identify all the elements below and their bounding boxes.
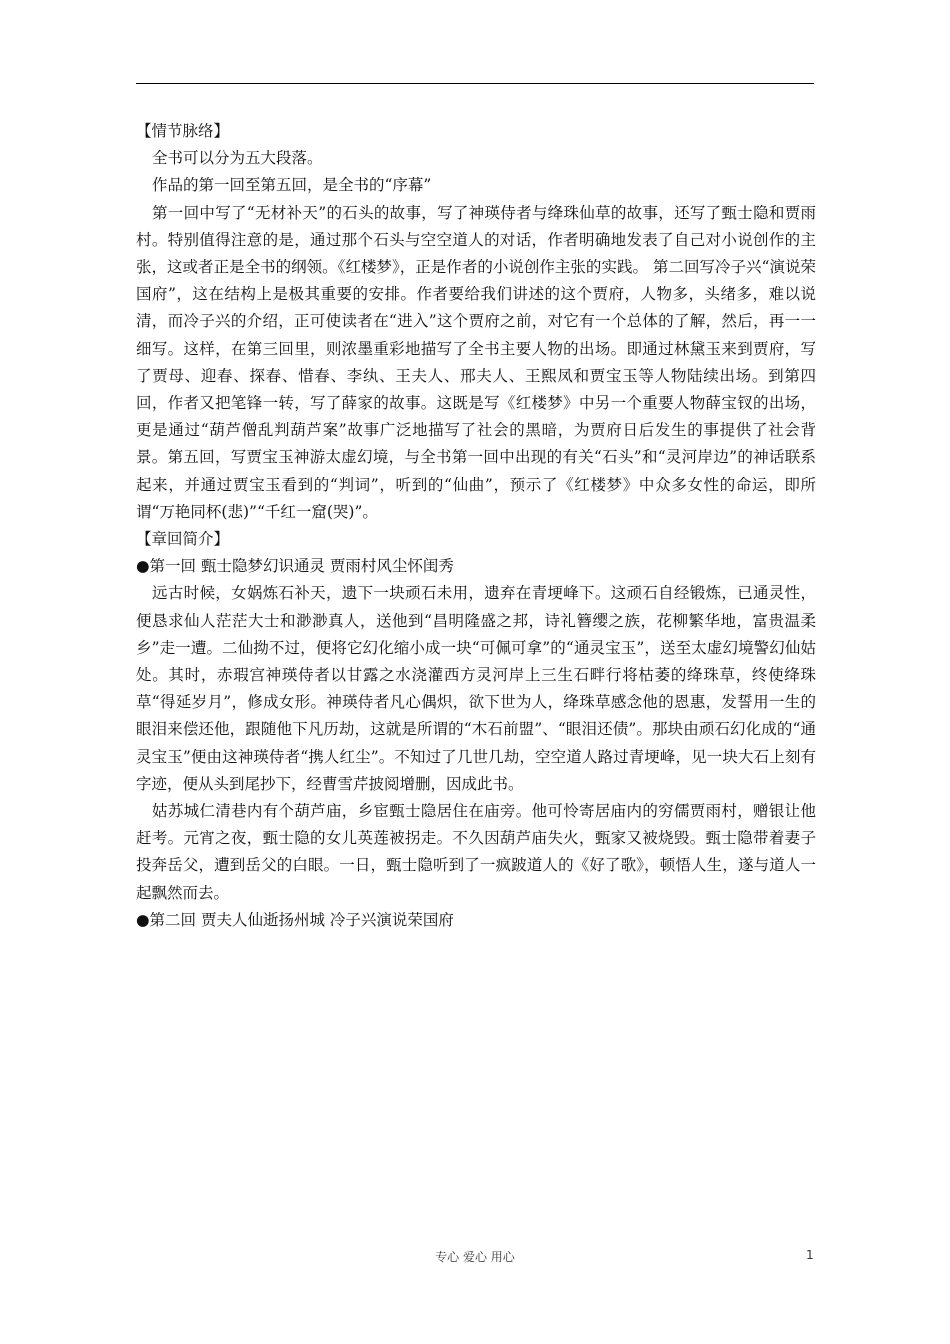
chapter-title: ●第一回 甄士隐梦幻识通灵 贾雨村风尘怀闺秀 bbox=[136, 557, 454, 576]
chapter-title: ●第二回 贾夫人仙逝扬州城 冷子兴演说荣国府 bbox=[136, 910, 454, 929]
page-number: 1 bbox=[806, 1248, 814, 1262]
section-heading-chapters: 【章回简介】 bbox=[136, 530, 230, 549]
header-rule bbox=[136, 83, 814, 84]
footer-motto: 专心 爱心 用心 bbox=[435, 1250, 515, 1264]
document-body bbox=[136, 118, 816, 934]
section-heading-plot: 【情节脉络】 bbox=[136, 122, 230, 140]
paragraph: 姑苏城仁清巷内有个葫芦庙，乡宦甄士隐居住在庙旁。他可怜寄居庙内的穷儒贾雨村，赠银让他赶考。元宵之夜，甄士隐的女儿英莲被拐走。不久因葫芦庙失火，甄家又被烧毁。甄士隐带着妻子投奔岳父，遭到岳父的白眼。一日，甄士隐听到了一疯跛道人的《好了歌》，顿悟人生，遂与道人一起飘然而去。 bbox=[136, 802, 816, 902]
paragraph: 全书可以分为五大段落。 bbox=[152, 149, 323, 168]
paragraph: 第一回中写了“无材补天”的石头的故事，写了神瑛侍者与绛珠仙草的故事，还写了甄士隐和贾雨村。特别值得注意的是，通过那个石头与空空道人的对话，作者明确地发表了自己对小说创作的主张，这或者正是全书的纲领。《红楼梦》，正是作者的小说创作主张的实践。 第二回写冷子兴“演说荣国府”，这在结构上是极其重要的安排。作者要给我们讲述的这个贾府，人物多，头绪多，难以说清，而冷子兴的介绍，正可使读者在“进入”这个贾府之前，对它有一个总体的了解，然后，再一一细写。这样，在第三回里，则浓墨重彩地描写了全书主要人物的出场。即通过林黛玉来到贾府，写了贾母、迎春、探春、惜春、李纨、王夫人、邢夫人、王熙凤和贾宝玉等人物陆续出场。到第四回，作者又把笔锋一转，写了薛家的故事。这既是写《红楼梦》中另一个重要人物薛宝钗的出场，更是通过“葫芦僧乱判葫芦案”故事广泛地描写了社会的黑暗，为贾府日后发生的事提供了社会背景。第五回，写贾宝玉神游太虚幻境，与全书第一回中出现的有关“石头”和“灵河岸边”的神话联系起来，并通过贾宝玉看到的“判词”，听到的“仙曲”，预示了《红楼梦》中众多女性的命运，即所谓“万艳同杯(悲)”“千红一窟(哭)”。 bbox=[136, 203, 816, 521]
paragraph: 远古时候，女娲炼石补天，遗下一块顽石未用，遗弃在青埂峰下。这顽石自经锻炼，已通灵性，便恳求仙人茫茫大士和渺渺真人，送他到“昌明隆盛之邦，诗礼簪缨之族，花柳繁华地，富贵温柔乡”走一遭。二仙拗不过，便将它幻化缩小成一块“可佩可拿”的“通灵宝玉”，送至太虚幻境警幻仙姑处。其时，赤瑕宫神瑛侍者以甘露之水浇灌西方灵河岸上三生石畔行将枯萎的绛珠草，终使绛珠草“得延岁月”，修成女形。神瑛侍者凡心偶炽，欲下世为人，绛珠草感念他的恩惠，发誓用一生的眼泪来偿还他，跟随他下凡历劫，这就是所谓的“木石前盟”、“眼泪还债”。那块由顽石幻化成的“通灵宝玉”便由这神瑛侍者“携人红尘”。不知过了几世几劫，空空道人路过青埂峰，见一块大石上刻有字迹，便从头到尾抄下，经曹雪芹披阅增删，因成此书。 bbox=[136, 584, 816, 793]
paragraph: 作品的第一回至第五回，是全书的“序幕” bbox=[152, 176, 432, 195]
